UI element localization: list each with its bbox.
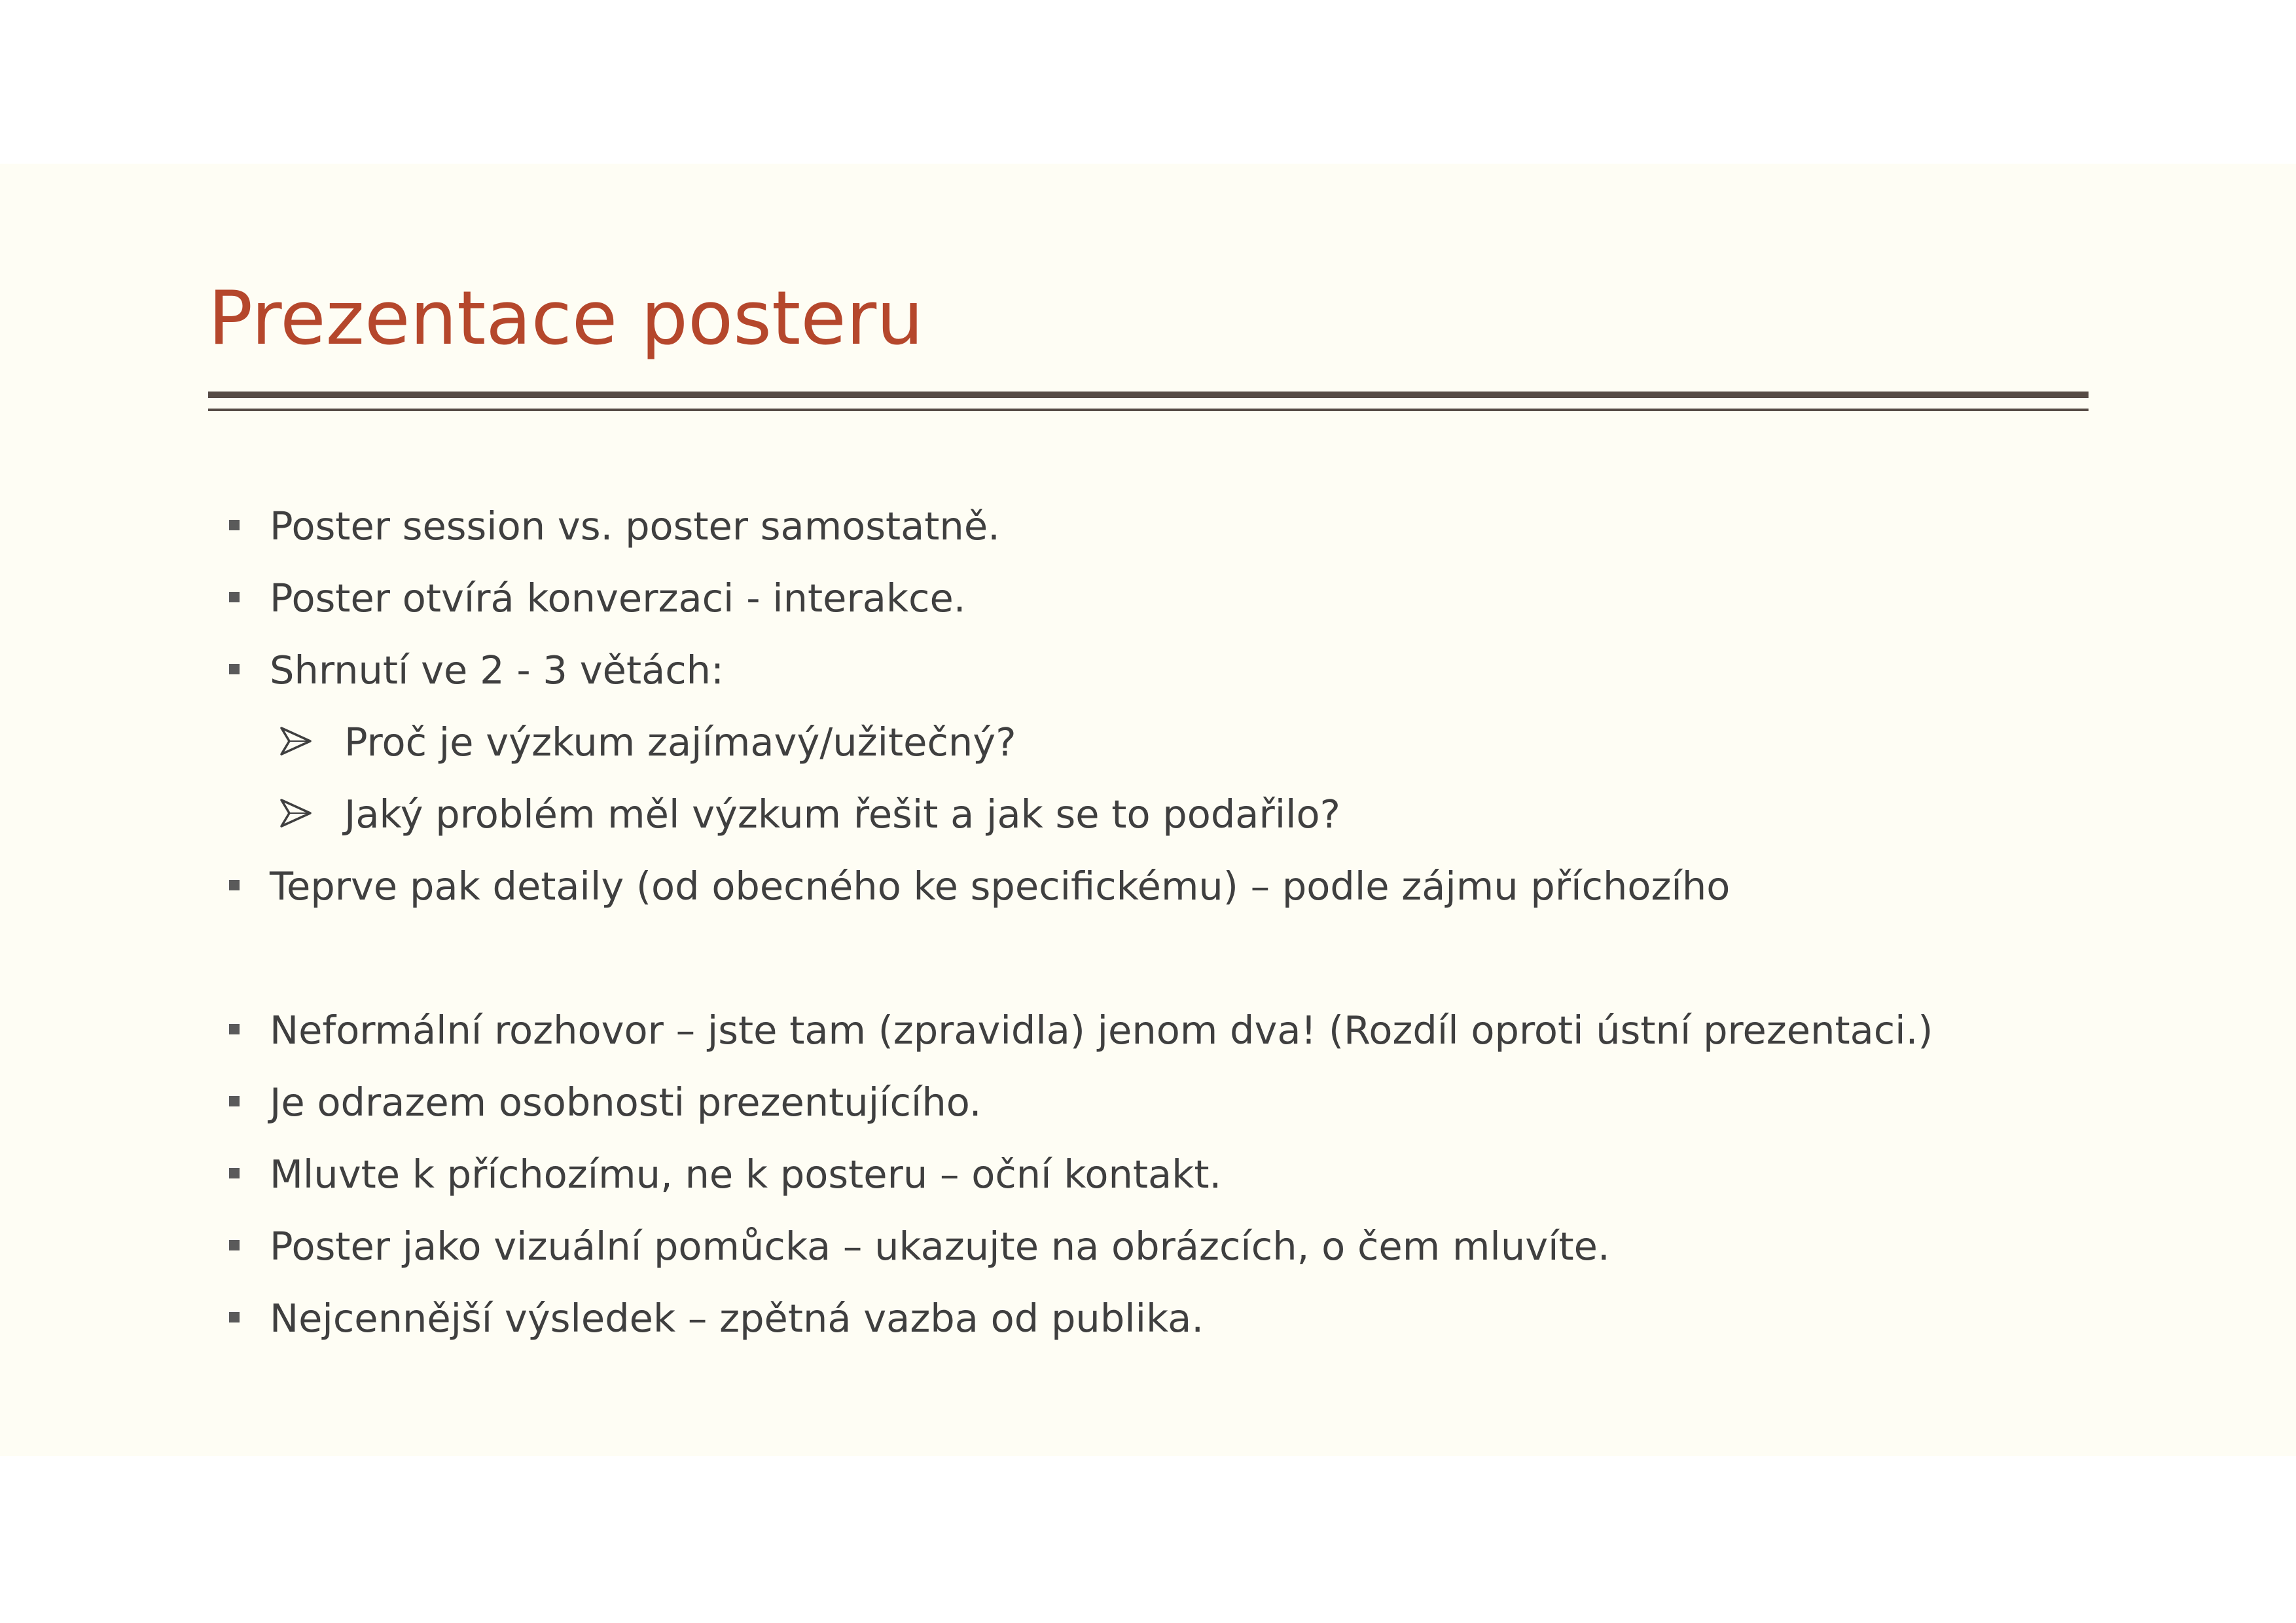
list-item-text: Mluvte k příchozímu, ne k posteru – oční kontakt.	[270, 1152, 1222, 1197]
list-item-text: Je odrazem osobnosti prezentujícího.	[270, 1080, 982, 1125]
list-item-text: Nejcennější výsledek – zpětná vazba od publika.	[270, 1296, 1204, 1341]
square-bullet-icon	[229, 880, 240, 890]
square-bullet-icon	[229, 1024, 240, 1034]
square-bullet-icon	[229, 1240, 240, 1250]
sub-list-item-text: Proč je výzkum zajímavý/užitečný?	[344, 720, 1016, 765]
title-divider-thick	[208, 392, 2089, 398]
sub-list-item-text: Jaký problém měl výzkum řešit a jak se to podařilo?	[344, 792, 1340, 837]
list-item-text: Poster session vs. poster samostatně.	[270, 503, 1000, 549]
square-bullet-icon	[229, 592, 240, 602]
title-divider-thin	[208, 409, 2089, 411]
arrowhead-bullet-icon	[279, 796, 313, 830]
list-item-text: Poster jako vizuální pomůcka – ukazujte na obrázcích, o čem mluvíte.	[270, 1224, 1610, 1269]
square-bullet-icon	[229, 1312, 240, 1322]
list-item-text: Neformální rozhovor – jste tam (zpravidla) jenom dva! (Rozdíl oproti ústní prezentaci.)	[270, 1008, 1933, 1053]
slide-title: Prezentace posteru	[208, 275, 924, 361]
square-bullet-icon	[229, 520, 240, 530]
square-bullet-icon	[229, 1168, 240, 1178]
list-item-text: Teprve pak detaily (od obecného ke specifickému) – podle zájmu příchozího	[270, 864, 1731, 909]
square-bullet-icon	[229, 1096, 240, 1106]
square-bullet-icon	[229, 664, 240, 674]
list-item-text: Poster otvírá konverzaci - interakce.	[270, 575, 966, 621]
list-item-text: Shrnutí ve 2 - 3 větách:	[270, 647, 724, 693]
arrowhead-bullet-icon	[279, 724, 313, 758]
